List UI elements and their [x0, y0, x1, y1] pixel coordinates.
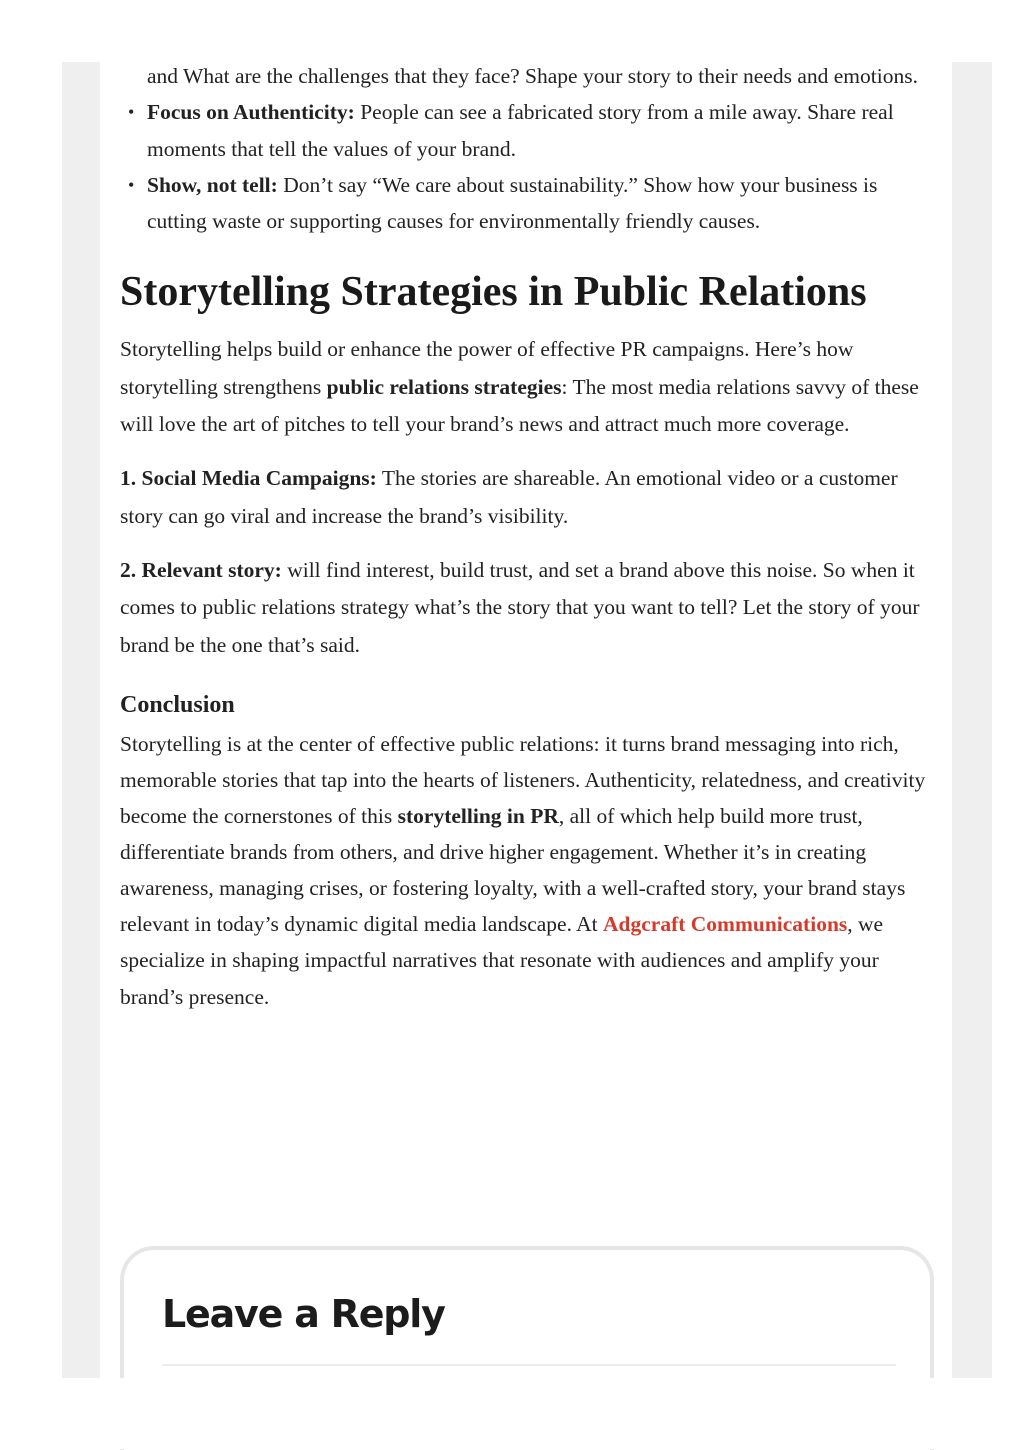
adgcraft-link[interactable]: Adgcraft Communications	[603, 912, 848, 937]
section-title: Storytelling Strategies in Public Relations	[120, 269, 867, 316]
point-relevant-story	[120, 552, 935, 664]
list-item-text: People can see a fabricated story from a mile away. Share real moments that tell the values of your brand.	[147, 100, 894, 161]
page-bottom	[0, 1378, 1024, 1449]
intro-text: Storytelling helps build or enhance the power of effective PR campaigns. Here’s how storytelling strengthens	[120, 337, 854, 399]
conclusion-paragraph	[120, 726, 935, 1015]
list-item	[128, 94, 935, 167]
conclusion-text-end: , we specialize in shaping impactful narratives that resonate with audiences and amplify your brand’s presence.	[120, 912, 884, 1009]
reply-divider	[162, 1364, 896, 1366]
left-gutter	[62, 62, 100, 1378]
reply-title: Leave a Reply	[162, 1292, 445, 1336]
conclusion-heading: Conclusion	[120, 691, 235, 718]
point-social-media-text: The stories are shareable. An emotional video or a customer story can go viral and increase the brand’s visibility.	[120, 466, 898, 528]
list-item	[128, 167, 935, 240]
intro-paragraph	[120, 331, 935, 443]
point-relevant-story-label: 2. Relevant story:	[120, 557, 282, 582]
bullet-dot-icon: •	[128, 174, 135, 195]
right-gutter	[952, 62, 992, 1378]
article-body	[120, 58, 935, 1015]
point-social-media-label: 1. Social Media Campaigns:	[120, 466, 377, 491]
intro-bold: public relations strategies	[326, 374, 562, 399]
conclusion-bold: storytelling in PR	[397, 804, 559, 829]
point-social-media	[120, 460, 935, 535]
bullet-list	[120, 58, 935, 239]
intro-text-end: : The most media relations savvy of these will love the art of pitches to tell your brand’s news and attract much more coverage.	[120, 374, 919, 437]
list-item	[147, 58, 935, 94]
conclusion-text: Storytelling is at the center of effective public relations: it turns brand messaging into rich, memorable stories that tap into the hearts of listeners. Authenticity, relatedness, and creativity become the cornerstones of this	[120, 731, 926, 829]
list-item-text: and What are the challenges that they face? Shape your story to their needs and emotions.	[147, 64, 918, 88]
point-relevant-story-text: will find interest, build trust, and set a brand above this noise. So when it comes to public relations strategy what’s the story that you want to tell? Let the story of your brand be the one that’s said.	[120, 557, 920, 657]
list-item-text: Don’t say “We care about sustainability.” Show how your business is cutting waste or supporting causes for environmentally friendly causes.	[147, 172, 878, 234]
bullet-dot-icon: •	[128, 102, 135, 123]
list-item-bold: Focus on Authenticity:	[147, 100, 355, 125]
list-item-bold: Show, not tell:	[147, 172, 278, 197]
conclusion-text-middle: , all of which help build more trust, differentiate brands from others, and drive higher engagement. Whether it’s in creating awareness, managing crises, or fostering loyalty, with a well-crafted story, your brand stays relevant in today’s dynamic digital media landscape. At	[120, 804, 906, 937]
